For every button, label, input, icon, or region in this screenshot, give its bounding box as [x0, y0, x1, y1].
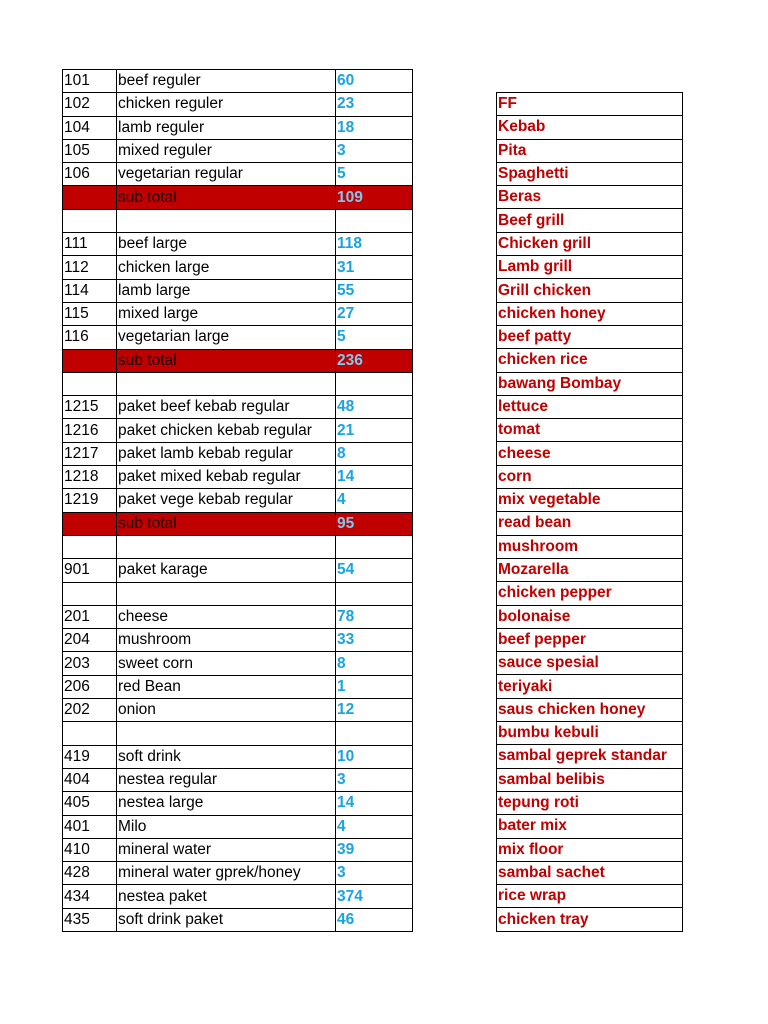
list-item [497, 256, 683, 279]
code-cell: 1218 [63, 466, 117, 489]
table-row [63, 139, 413, 162]
code-cell [63, 722, 117, 745]
qty-cell: 236 [336, 349, 413, 372]
list-item [497, 582, 683, 605]
ingredients-table [496, 92, 683, 932]
ingredient-cell: chicken pepper [497, 582, 683, 605]
qty-cell [336, 209, 413, 232]
blank-row [63, 209, 413, 232]
name-cell: sub total [117, 512, 336, 535]
code-cell: 105 [63, 139, 117, 162]
code-cell: 435 [63, 908, 117, 931]
ingredient-cell: beef pepper [497, 628, 683, 651]
qty-cell: 118 [336, 233, 413, 256]
table-row [63, 675, 413, 698]
code-cell: 106 [63, 163, 117, 186]
table-row [63, 629, 413, 652]
list-item [497, 861, 683, 884]
table-row [63, 396, 413, 419]
list-item [497, 116, 683, 139]
list-item [497, 768, 683, 791]
code-cell: 203 [63, 652, 117, 675]
code-cell: 206 [63, 675, 117, 698]
code-cell: 901 [63, 559, 117, 582]
name-cell: mixed reguler [117, 139, 336, 162]
list-item [497, 209, 683, 232]
name-cell: lamb reguler [117, 116, 336, 139]
ingredient-cell: mix vegetable [497, 489, 683, 512]
sales-table-body [63, 70, 413, 932]
ingredient-cell: Grill chicken [497, 279, 683, 302]
code-cell: 404 [63, 768, 117, 791]
qty-cell: 23 [336, 93, 413, 116]
qty-cell: 12 [336, 699, 413, 722]
code-cell: 410 [63, 838, 117, 861]
qty-cell: 5 [336, 163, 413, 186]
qty-cell: 8 [336, 442, 413, 465]
ingredient-cell: mix floor [497, 838, 683, 861]
name-cell: mineral water gprek/honey [117, 862, 336, 885]
qty-cell: 3 [336, 862, 413, 885]
code-cell [63, 582, 117, 605]
table-row [63, 768, 413, 791]
name-cell: paket chicken kebab regular [117, 419, 336, 442]
list-item [497, 465, 683, 488]
list-item [497, 908, 683, 931]
qty-cell: 5 [336, 326, 413, 349]
code-cell: 104 [63, 116, 117, 139]
qty-cell: 14 [336, 792, 413, 815]
table-row [63, 885, 413, 908]
name-cell: paket mixed kebab regular [117, 466, 336, 489]
name-cell: lamb large [117, 279, 336, 302]
name-cell: paket lamb kebab regular [117, 442, 336, 465]
subtotal-row [63, 349, 413, 372]
name-cell: chicken large [117, 256, 336, 279]
ingredient-cell: read bean [497, 512, 683, 535]
ingredient-cell: sambal sachet [497, 861, 683, 884]
name-cell: mixed large [117, 302, 336, 325]
name-cell: cheese [117, 605, 336, 628]
table-row [63, 279, 413, 302]
table-row [63, 815, 413, 838]
name-cell: chicken reguler [117, 93, 336, 116]
table-row [63, 116, 413, 139]
list-item [497, 512, 683, 535]
qty-cell: 60 [336, 70, 413, 93]
list-item [497, 325, 683, 348]
qty-cell: 4 [336, 815, 413, 838]
name-cell: beef large [117, 233, 336, 256]
ingredient-cell: Pita [497, 139, 683, 162]
name-cell: nestea paket [117, 885, 336, 908]
code-cell: 419 [63, 745, 117, 768]
code-cell: 1219 [63, 489, 117, 512]
qty-cell: 54 [336, 559, 413, 582]
qty-cell: 1 [336, 675, 413, 698]
ingredient-cell: sauce spesial [497, 652, 683, 675]
list-item [497, 535, 683, 558]
ingredient-cell: beef patty [497, 325, 683, 348]
table-row [63, 792, 413, 815]
code-cell: 201 [63, 605, 117, 628]
ingredient-cell: mushroom [497, 535, 683, 558]
ingredient-cell: Spaghetti [497, 162, 683, 185]
blank-row [63, 582, 413, 605]
ingredient-cell: cheese [497, 442, 683, 465]
code-cell: 114 [63, 279, 117, 302]
code-cell: 401 [63, 815, 117, 838]
code-cell [63, 349, 117, 372]
code-cell: 102 [63, 93, 117, 116]
name-cell: nestea large [117, 792, 336, 815]
table-row [63, 302, 413, 325]
qty-cell: 55 [336, 279, 413, 302]
name-cell [117, 372, 336, 395]
list-item [497, 162, 683, 185]
ingredient-cell: corn [497, 465, 683, 488]
list-item [497, 232, 683, 255]
list-item [497, 791, 683, 814]
list-item [497, 652, 683, 675]
qty-cell [336, 722, 413, 745]
table-row [63, 605, 413, 628]
list-item [497, 279, 683, 302]
ingredient-cell: Lamb grill [497, 256, 683, 279]
qty-cell: 46 [336, 908, 413, 931]
code-cell: 428 [63, 862, 117, 885]
name-cell: sub total [117, 349, 336, 372]
code-cell [63, 186, 117, 209]
table-row [63, 442, 413, 465]
code-cell: 111 [63, 233, 117, 256]
table-row [63, 745, 413, 768]
ingredient-cell: bater mix [497, 815, 683, 838]
list-item [497, 722, 683, 745]
ingredient-cell: Beef grill [497, 209, 683, 232]
name-cell [117, 209, 336, 232]
list-item [497, 698, 683, 721]
name-cell: vegetarian regular [117, 163, 336, 186]
ingredient-cell: tepung roti [497, 791, 683, 814]
qty-cell: 10 [336, 745, 413, 768]
ingredient-cell: bumbu kebuli [497, 722, 683, 745]
table-row [63, 489, 413, 512]
name-cell [117, 535, 336, 558]
code-cell [63, 209, 117, 232]
list-item [497, 93, 683, 116]
table-row [63, 699, 413, 722]
qty-cell: 109 [336, 186, 413, 209]
list-item [497, 745, 683, 768]
ingredient-cell: FF [497, 93, 683, 116]
ingredient-cell: lettuce [497, 395, 683, 418]
table-row [63, 93, 413, 116]
table-row [63, 326, 413, 349]
table-row [63, 163, 413, 186]
table-row [63, 908, 413, 931]
blank-row [63, 372, 413, 395]
ingredient-cell: bolonaise [497, 605, 683, 628]
name-cell: mineral water [117, 838, 336, 861]
list-item [497, 558, 683, 581]
list-item [497, 815, 683, 838]
table-row [63, 419, 413, 442]
ingredient-cell: rice wrap [497, 885, 683, 908]
name-cell: soft drink [117, 745, 336, 768]
blank-row [63, 722, 413, 745]
list-item [497, 675, 683, 698]
list-item [497, 302, 683, 325]
qty-cell: 31 [336, 256, 413, 279]
table-row [63, 466, 413, 489]
list-item [497, 372, 683, 395]
list-item [497, 838, 683, 861]
name-cell: paket beef kebab regular [117, 396, 336, 419]
table-row [63, 838, 413, 861]
list-item [497, 885, 683, 908]
ingredient-cell: bawang Bombay [497, 372, 683, 395]
ingredient-cell: chicken honey [497, 302, 683, 325]
name-cell [117, 722, 336, 745]
sales-table [62, 69, 413, 932]
code-cell: 204 [63, 629, 117, 652]
qty-cell: 21 [336, 419, 413, 442]
list-item [497, 395, 683, 418]
code-cell [63, 535, 117, 558]
table-row [63, 559, 413, 582]
qty-cell: 3 [336, 139, 413, 162]
table-row [63, 256, 413, 279]
code-cell: 101 [63, 70, 117, 93]
table-row [63, 862, 413, 885]
table-row [63, 233, 413, 256]
list-item [497, 186, 683, 209]
qty-cell: 14 [336, 466, 413, 489]
ingredient-cell: Mozarella [497, 558, 683, 581]
code-cell [63, 512, 117, 535]
table-row [63, 652, 413, 675]
ingredient-cell: teriyaki [497, 675, 683, 698]
code-cell [63, 372, 117, 395]
name-cell: sub total [117, 186, 336, 209]
subtotal-row [63, 186, 413, 209]
qty-cell: 78 [336, 605, 413, 628]
qty-cell: 8 [336, 652, 413, 675]
table-row [63, 70, 413, 93]
name-cell: Milo [117, 815, 336, 838]
ingredient-cell: Kebab [497, 116, 683, 139]
code-cell: 405 [63, 792, 117, 815]
list-item [497, 419, 683, 442]
qty-cell: 4 [336, 489, 413, 512]
list-item [497, 349, 683, 372]
ingredient-cell: chicken rice [497, 349, 683, 372]
name-cell: nestea regular [117, 768, 336, 791]
code-cell: 1217 [63, 442, 117, 465]
name-cell: onion [117, 699, 336, 722]
list-item [497, 489, 683, 512]
name-cell: mushroom [117, 629, 336, 652]
qty-cell: 95 [336, 512, 413, 535]
qty-cell [336, 372, 413, 395]
name-cell [117, 582, 336, 605]
qty-cell: 39 [336, 838, 413, 861]
ingredient-cell: sambal belibis [497, 768, 683, 791]
code-cell: 1216 [63, 419, 117, 442]
qty-cell: 33 [336, 629, 413, 652]
qty-cell: 27 [336, 302, 413, 325]
qty-cell: 48 [336, 396, 413, 419]
subtotal-row [63, 512, 413, 535]
ingredient-cell: tomat [497, 419, 683, 442]
qty-cell [336, 582, 413, 605]
code-cell: 202 [63, 699, 117, 722]
list-item [497, 605, 683, 628]
ingredient-cell: Chicken grill [497, 232, 683, 255]
name-cell: paket karage [117, 559, 336, 582]
name-cell: sweet corn [117, 652, 336, 675]
qty-cell: 3 [336, 768, 413, 791]
ingredient-cell: sambal geprek standar [497, 745, 683, 768]
name-cell: vegetarian large [117, 326, 336, 349]
list-item [497, 139, 683, 162]
ingredients-table-body [497, 93, 683, 932]
blank-row [63, 535, 413, 558]
qty-cell: 374 [336, 885, 413, 908]
qty-cell [336, 535, 413, 558]
ingredient-cell: Beras [497, 186, 683, 209]
name-cell: red Bean [117, 675, 336, 698]
name-cell: beef reguler [117, 70, 336, 93]
list-item [497, 442, 683, 465]
code-cell: 434 [63, 885, 117, 908]
code-cell: 112 [63, 256, 117, 279]
code-cell: 116 [63, 326, 117, 349]
ingredient-cell: saus chicken honey [497, 698, 683, 721]
qty-cell: 18 [336, 116, 413, 139]
code-cell: 115 [63, 302, 117, 325]
name-cell: paket vege kebab regular [117, 489, 336, 512]
list-item [497, 628, 683, 651]
ingredient-cell: chicken tray [497, 908, 683, 931]
name-cell: soft drink paket [117, 908, 336, 931]
code-cell: 1215 [63, 396, 117, 419]
